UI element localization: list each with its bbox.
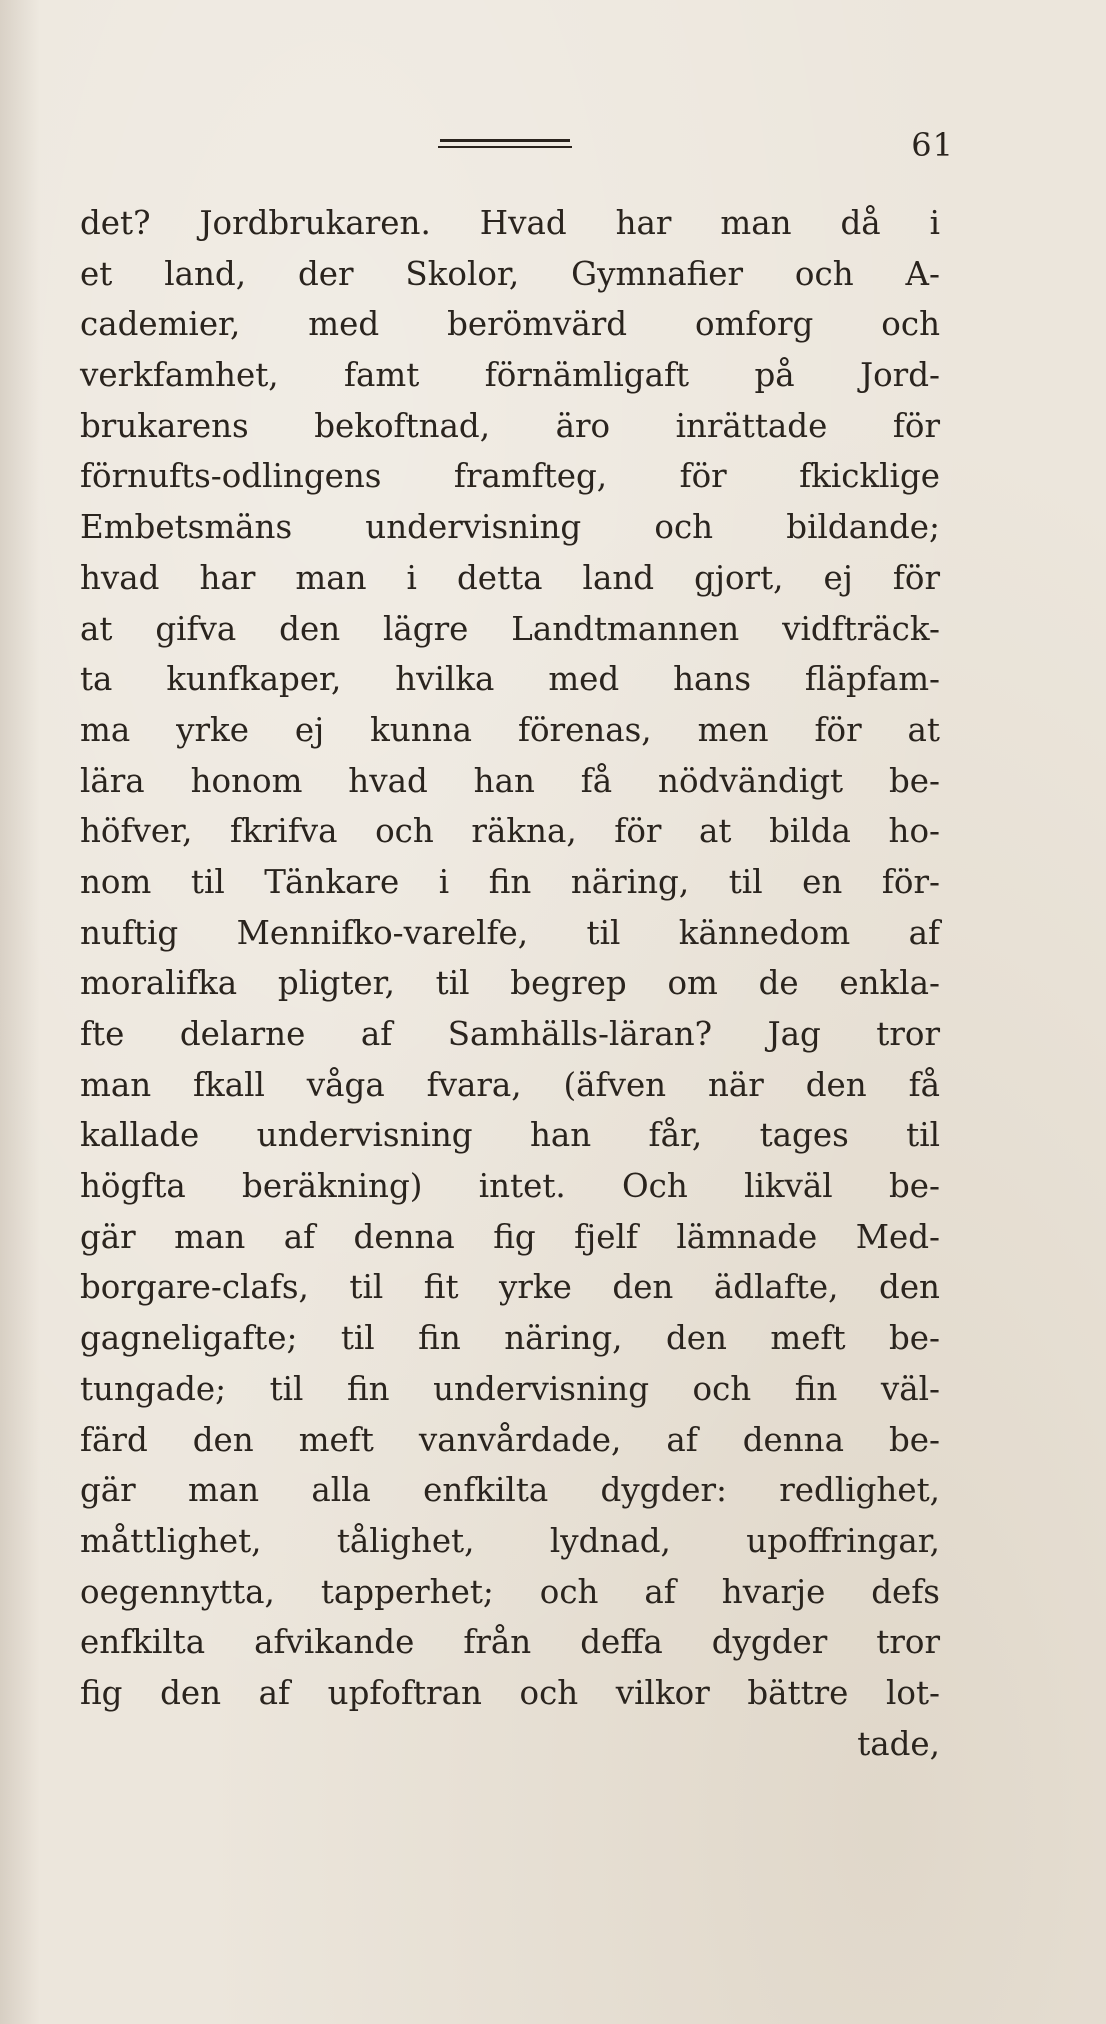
page-header bbox=[80, 125, 954, 165]
page-number: 61 bbox=[911, 126, 954, 164]
text-line: borgare-clafs, til fit yrke den ädlafte, den bbox=[80, 1268, 940, 1307]
text-line: gagneligafte; til fin näring, den meft be- bbox=[80, 1319, 940, 1358]
header-rule-lower bbox=[438, 146, 572, 148]
text-line: et land, der Skolor, Gymnafier och A- bbox=[80, 254, 940, 293]
text-line: enfkilta afvikande från deffa dygder tror bbox=[80, 1623, 940, 1662]
text-line: ma yrke ej kunna förenas, men för at bbox=[80, 710, 940, 749]
text-line: fig den af upfoftran och vilkor bättre lot- bbox=[80, 1673, 940, 1712]
text-line: ta kunfkaper, hvilka med hans fläpfam- bbox=[80, 660, 940, 699]
text-line: brukarens bekoftnad, äro inrättade för bbox=[80, 406, 940, 445]
text-line: cademier, med berömvärd omforg och bbox=[80, 305, 940, 344]
page-edge-shadow bbox=[0, 0, 40, 2024]
text-line: hvad har man i detta land gjort, ej för bbox=[80, 558, 940, 597]
text-line: nom til Tänkare i fin näring, til en för- bbox=[80, 862, 940, 901]
text-line: fte delarne af Samhälls-läran? Jag tror bbox=[80, 1015, 940, 1053]
text-line: Embetsmäns undervisning och bildande; bbox=[80, 508, 940, 547]
text-line: man fkall våga fvara, (äfven när den få bbox=[80, 1065, 940, 1104]
text-line: nuftig Mennifko-varelfe, til kännedom af bbox=[80, 913, 940, 952]
text-line: moralifka pligter, til begrep om de enkla- bbox=[80, 964, 940, 1003]
header-rule bbox=[440, 139, 570, 142]
text-line: lära honom hvad han få nödvändigt be- bbox=[80, 761, 940, 800]
text-line: måttlighet, tålighet, lydnad, upoffringar, bbox=[80, 1521, 940, 1560]
text-line: gär man alla enfkilta dygder: redlighet, bbox=[80, 1471, 940, 1510]
text-line: at gifva den lägre Landtmannen vidfträck- bbox=[80, 609, 940, 648]
text-line: verkfamhet, famt förnämligaft på Jord- bbox=[80, 356, 940, 395]
text-line: färd den meft vanvårdade, af denna be- bbox=[80, 1420, 940, 1459]
text-line: oegennytta, tapperhet; och af hvarje defs bbox=[80, 1572, 940, 1611]
body-text bbox=[80, 198, 940, 1769]
text-line: det? Jordbrukaren. Hvad har man då i bbox=[80, 204, 940, 242]
text-line: högfta beräkning) intet. Och likväl be- bbox=[80, 1167, 940, 1206]
text-line: förnufts-odlingens framfteg, för fkicklige bbox=[80, 457, 940, 496]
text-line: kallade undervisning han får, tages til bbox=[80, 1116, 940, 1155]
text-line: tungade; til fin undervisning och fin väl- bbox=[80, 1369, 940, 1408]
text-line: höfver, fkrifva och räkna, för at bilda ho- bbox=[80, 812, 940, 851]
catchword: tade, bbox=[857, 1724, 940, 1763]
text-line: gär man af denna fig fjelf lämnade Med- bbox=[80, 1217, 940, 1256]
